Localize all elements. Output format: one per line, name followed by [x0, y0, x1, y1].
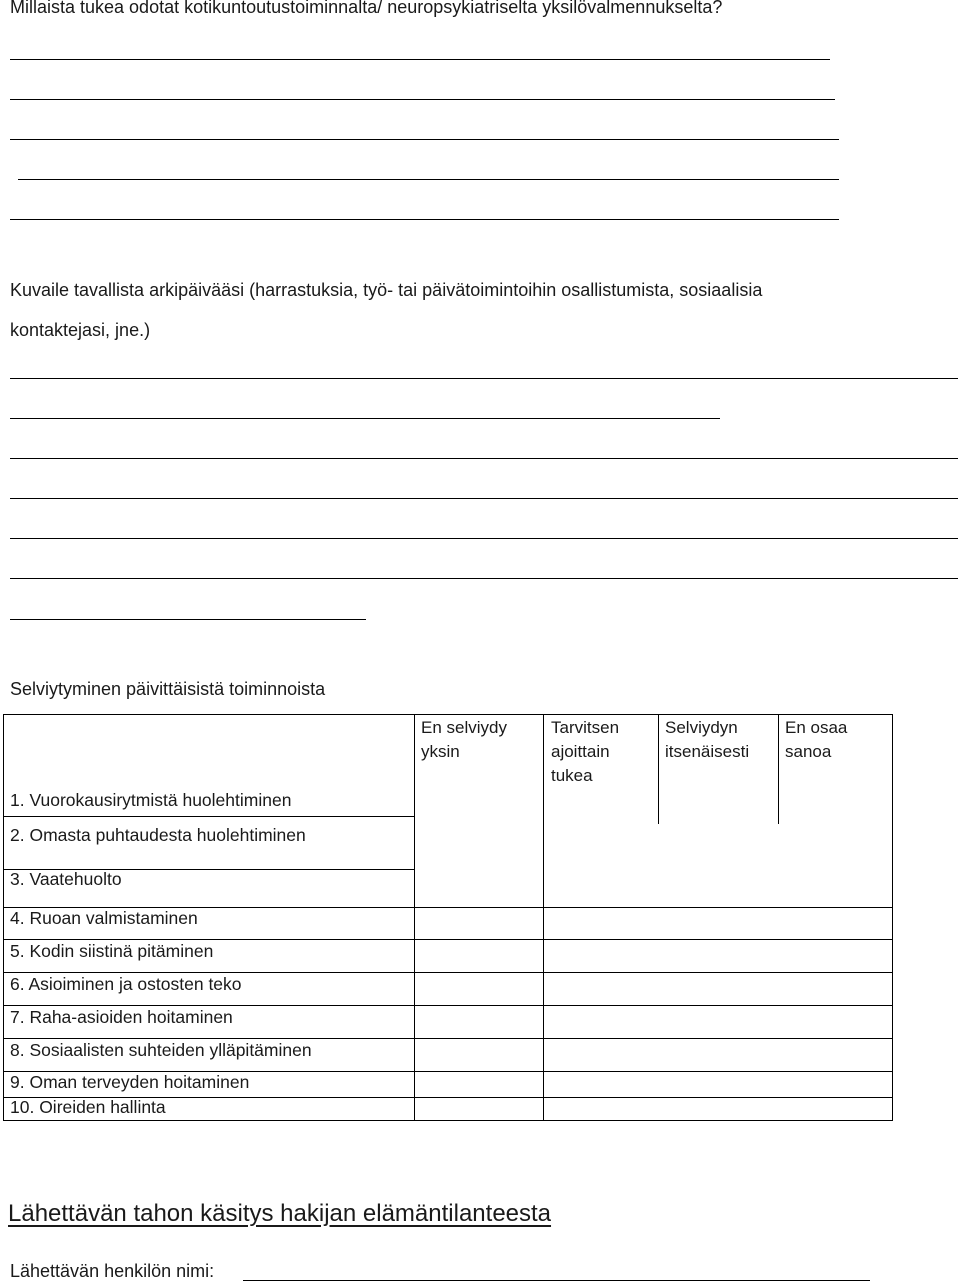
table-row-label: 7. Raha-asioiden hoitaminen — [10, 1007, 233, 1027]
answer-line[interactable] — [10, 498, 958, 499]
answer-line[interactable] — [18, 179, 839, 180]
table-row-label: 3. Vaatehuolto — [10, 869, 122, 889]
answer-line[interactable] — [10, 458, 958, 459]
question-support-expectations: Millaista tukea odotat kotikuntoutustoiminnalta/ neuropsykiatriselta yksilövalmennukselta? — [10, 0, 723, 17]
row-divider — [3, 972, 893, 973]
column-header-independent: Selviydyn itsenäisesti — [665, 718, 750, 761]
row-divider — [3, 939, 893, 940]
answer-line[interactable] — [10, 538, 958, 539]
table-border-bottom — [3, 1120, 893, 1121]
table-row-label: 1. Vuorokausirytmistä huolehtiminen — [10, 790, 292, 810]
sender-name-input-line[interactable] — [243, 1280, 870, 1281]
answer-line[interactable] — [10, 219, 839, 220]
table-row-label: 9. Oman terveyden hoitaminen — [10, 1072, 250, 1092]
answer-line[interactable] — [10, 139, 839, 140]
table-row-label: 2. Omasta puhtaudesta huolehtiminen — [10, 825, 306, 845]
table-border-top — [3, 714, 893, 715]
answer-line[interactable] — [10, 418, 720, 419]
column-header-cannot-say: En osaa sanoa — [785, 718, 848, 761]
table-divider — [414, 714, 415, 869]
table-row-label: 5. Kodin siistinä pitäminen — [10, 941, 214, 961]
answer-line[interactable] — [10, 99, 835, 100]
answer-line[interactable] — [10, 59, 830, 60]
question-daily-life-line2: kontaktejasi, jne.) — [10, 320, 151, 340]
row-divider — [3, 816, 414, 817]
daily-activities-table — [3, 714, 893, 1121]
column-header-cannot-cope: En selviydy yksin — [421, 718, 507, 761]
answer-line[interactable] — [10, 578, 958, 579]
sender-name-label: Lähettävän henkilön nimi: — [10, 1261, 215, 1281]
sender-heading: Lähettävän tahon käsitys hakijan elämäntilanteesta — [8, 1200, 552, 1227]
table-border-right — [892, 714, 893, 1121]
answer-line[interactable] — [10, 378, 958, 379]
question-daily-life-line1: Kuvaile tavallista arkipäivääsi (harrastuksia, työ- tai päivätoimintoihin osallistumista, sosiaalisia — [10, 280, 763, 300]
row-divider — [3, 1005, 893, 1006]
section-title: Selviytyminen päivittäisistä toiminnoista — [10, 679, 326, 699]
table-row-label: 8. Sosiaalisten suhteiden ylläpitäminen — [10, 1040, 312, 1060]
table-row-label: 10. Oireiden hallinta — [10, 1097, 166, 1117]
table-divider — [658, 714, 659, 824]
answer-line[interactable] — [10, 619, 366, 620]
column-header-occasional-support: Tarvitsen ajoittain tukea — [551, 718, 620, 785]
table-divider — [778, 714, 779, 824]
table-row-label: 6. Asioiminen ja ostosten teko — [10, 974, 242, 994]
table-row-label: 4. Ruoan valmistaminen — [10, 908, 198, 928]
table-border-left — [3, 714, 4, 1121]
row-divider — [3, 1038, 893, 1039]
table-divider — [543, 714, 544, 1121]
